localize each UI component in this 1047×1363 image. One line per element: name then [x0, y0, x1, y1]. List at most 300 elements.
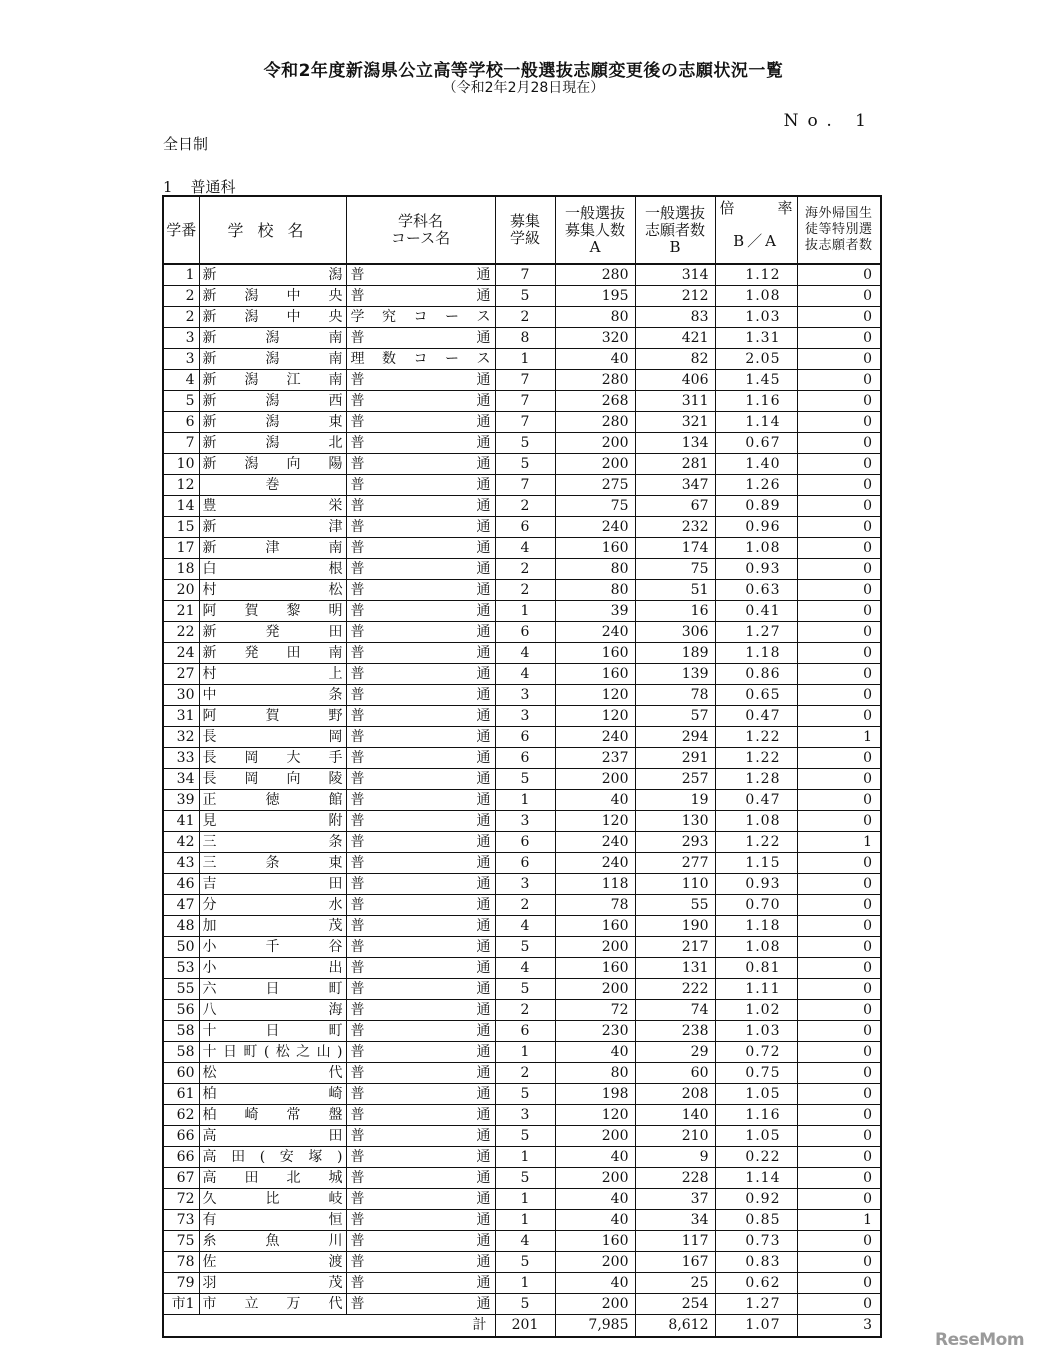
application-status-table	[162, 195, 882, 1338]
school-name-char: 潟	[244, 308, 259, 325]
cell-course-name	[346, 622, 495, 643]
cell-ratio: 1.27	[715, 1294, 797, 1315]
cell-school-name	[199, 748, 346, 769]
school-name-char: 賀	[244, 602, 259, 619]
cell-applicants: 232	[635, 517, 715, 538]
table-row	[163, 496, 881, 517]
table-row	[163, 1273, 881, 1294]
course-name-char: 普	[350, 266, 365, 283]
course-name-char: 普	[350, 791, 365, 808]
cell-course-name	[346, 979, 495, 1000]
course-name-char: 普	[350, 476, 365, 493]
cell-classes: 2	[495, 1000, 555, 1021]
cell-applicants: 134	[635, 433, 715, 454]
course-name-char: 通	[476, 644, 491, 661]
cell-school-name	[199, 769, 346, 790]
course-name-char: 普	[350, 413, 365, 430]
cell-course-name	[346, 307, 495, 328]
school-name-char: 新	[202, 350, 217, 367]
cell-applicants: 29	[635, 1042, 715, 1063]
cell-applicants: 16	[635, 601, 715, 622]
cell-school-number: 39	[163, 790, 199, 811]
cell-school-number: 46	[163, 874, 199, 895]
cell-school-name	[199, 1252, 346, 1273]
cell-applicants: 74	[635, 1000, 715, 1021]
course-name-char: 普	[350, 518, 365, 535]
school-name-char: 田	[231, 1148, 246, 1165]
cell-school-number: 15	[163, 517, 199, 538]
cell-school-number: 66	[163, 1147, 199, 1168]
cell-school-number: 55	[163, 979, 199, 1000]
cell-applicants: 238	[635, 1021, 715, 1042]
cell-classes: 5	[495, 979, 555, 1000]
course-name-char: 通	[476, 1232, 491, 1249]
cell-capacity: 230	[555, 1021, 635, 1042]
cell-classes: 7	[495, 370, 555, 391]
cell-school-name	[199, 622, 346, 643]
course-name-char: 通	[476, 938, 491, 955]
school-name-char: 新	[202, 455, 217, 472]
cell-school-number: 58	[163, 1042, 199, 1063]
school-name-char: 代	[328, 1295, 343, 1312]
school-name-char: 栄	[328, 497, 343, 514]
cell-ratio: 1.08	[715, 286, 797, 307]
document-date: （令和2年2月28日現在）	[442, 80, 605, 96]
cell-applicants: 277	[635, 853, 715, 874]
cell-school-number: 24	[163, 643, 199, 664]
cell-ratio: 1.16	[715, 1105, 797, 1126]
cell-ratio: 0.75	[715, 1063, 797, 1084]
school-name-char: 岡	[244, 770, 259, 787]
cell-special-applicants: 0	[797, 538, 881, 559]
cell-ratio: 0.86	[715, 664, 797, 685]
school-name-char: 発	[265, 623, 280, 640]
cell-course-name	[346, 895, 495, 916]
table-row	[163, 1105, 881, 1126]
header-classes-line2: 学級	[509, 229, 540, 247]
header-course-line1: 学科名	[397, 212, 443, 230]
cell-school-name	[199, 643, 346, 664]
cell-classes: 4	[495, 916, 555, 937]
cell-school-number: 62	[163, 1105, 199, 1126]
cell-school-number: 50	[163, 937, 199, 958]
cell-classes: 3	[495, 811, 555, 832]
table-row	[163, 391, 881, 412]
table-row	[163, 1021, 881, 1042]
cell-classes: 3	[495, 874, 555, 895]
cell-classes: 6	[495, 622, 555, 643]
course-name-char: 通	[476, 959, 491, 976]
course-name-char: ス	[476, 308, 491, 325]
cell-ratio: 0.93	[715, 559, 797, 580]
section-name: 普通科	[190, 178, 236, 196]
school-name-char: 南	[328, 329, 343, 346]
cell-school-number: 34	[163, 769, 199, 790]
table-row	[163, 307, 881, 328]
course-name-char: 普	[350, 707, 365, 724]
cell-school-number: 47	[163, 895, 199, 916]
cell-capacity: 75	[555, 496, 635, 517]
school-name-char: 田	[286, 644, 301, 661]
cell-ratio: 1.05	[715, 1084, 797, 1105]
table-row	[163, 643, 881, 664]
cell-school-number: 31	[163, 706, 199, 727]
school-name-char: 南	[328, 539, 343, 556]
cell-classes: 5	[495, 937, 555, 958]
school-name-char: 新	[202, 308, 217, 325]
cell-special-applicants: 0	[797, 1147, 881, 1168]
cell-ratio: 2.05	[715, 349, 797, 370]
school-name-char: 岡	[328, 728, 343, 745]
course-name-char: 普	[350, 833, 365, 850]
table-row	[163, 286, 881, 307]
cell-special-applicants: 0	[797, 853, 881, 874]
school-name-char: 田	[328, 1127, 343, 1144]
school-name-char: 中	[286, 308, 301, 325]
cell-school-name	[199, 1294, 346, 1315]
course-name-char: 普	[350, 917, 365, 934]
cell-capacity: 160	[555, 916, 635, 937]
table-row	[163, 769, 881, 790]
course-name-char: 通	[476, 1274, 491, 1291]
course-name-char: 通	[476, 1043, 491, 1060]
school-name-char: 小	[202, 959, 217, 976]
course-name-char: ー	[445, 350, 459, 367]
cell-course-name	[346, 454, 495, 475]
cell-school-name	[199, 349, 346, 370]
cell-course-name	[346, 916, 495, 937]
cell-school-name	[199, 979, 346, 1000]
cell-capacity: 120	[555, 811, 635, 832]
school-name-char: 八	[202, 1001, 217, 1018]
table-row	[163, 832, 881, 853]
school-name-char: 正	[202, 791, 217, 808]
cell-school-name	[199, 895, 346, 916]
cell-capacity: 160	[555, 958, 635, 979]
cell-classes: 5	[495, 1294, 555, 1315]
table-row	[163, 664, 881, 685]
cell-school-name	[199, 811, 346, 832]
cell-capacity: 80	[555, 1063, 635, 1084]
cell-school-name	[199, 916, 346, 937]
cell-applicants: 281	[635, 454, 715, 475]
school-name-char: 北	[286, 1169, 301, 1186]
cell-course-name	[346, 1000, 495, 1021]
school-name-char: 条	[265, 854, 280, 871]
cell-course-name	[346, 727, 495, 748]
school-name-char: 城	[328, 1169, 343, 1186]
cell-applicants: 9	[635, 1147, 715, 1168]
cell-special-applicants: 0	[797, 1126, 881, 1147]
cell-ratio: 0.70	[715, 895, 797, 916]
cell-applicants: 75	[635, 559, 715, 580]
cell-school-number: 60	[163, 1063, 199, 1084]
course-name-char: 通	[476, 329, 491, 346]
cell-course-name	[346, 264, 495, 286]
cell-school-name	[199, 664, 346, 685]
cell-course-name	[346, 769, 495, 790]
cell-school-number: 市1	[163, 1294, 199, 1315]
school-name-char: 明	[328, 602, 343, 619]
cell-school-number: 42	[163, 832, 199, 853]
table-row	[163, 874, 881, 895]
course-name-char: 普	[350, 1022, 365, 1039]
school-name-char: 陽	[328, 455, 343, 472]
school-name-char: 西	[328, 392, 343, 409]
course-name-char: 通	[476, 665, 491, 682]
cell-capacity: 80	[555, 580, 635, 601]
course-name-char: 通	[476, 1064, 491, 1081]
course-name-char: 通	[476, 791, 491, 808]
school-name-char: 根	[328, 560, 343, 577]
school-name-char: 白	[202, 560, 217, 577]
cell-school-number: 12	[163, 475, 199, 496]
course-name-char: 普	[350, 854, 365, 871]
total-special: 3	[797, 1315, 881, 1338]
header-school-number: 学番	[163, 196, 199, 264]
table-row	[163, 979, 881, 1000]
header-ratio-right: 率	[777, 199, 793, 217]
cell-special-applicants: 0	[797, 475, 881, 496]
cell-applicants: 293	[635, 832, 715, 853]
table-row	[163, 916, 881, 937]
school-name-char: 十	[202, 1043, 217, 1060]
cell-special-applicants: 0	[797, 790, 881, 811]
school-name-char: 十	[202, 1022, 217, 1039]
cell-applicants: 139	[635, 664, 715, 685]
cell-school-number: 33	[163, 748, 199, 769]
cell-special-applicants: 0	[797, 517, 881, 538]
cell-school-name	[199, 286, 346, 307]
resemom-watermark-logo: ReseMom	[935, 1330, 1025, 1350]
course-name-char: 通	[476, 707, 491, 724]
header-capacity-line3: A	[589, 237, 601, 256]
school-name-char: 水	[328, 896, 343, 913]
school-name-char: 東	[328, 413, 343, 430]
total-applicants: 8,612	[635, 1315, 715, 1338]
course-name-char: 通	[476, 875, 491, 892]
cell-classes: 7	[495, 475, 555, 496]
cell-classes: 4	[495, 538, 555, 559]
course-name-char: 通	[476, 581, 491, 598]
school-name-char: 長	[202, 770, 217, 787]
cell-course-name	[346, 328, 495, 349]
table-row	[163, 264, 881, 286]
cell-special-applicants: 0	[797, 916, 881, 937]
cell-school-name	[199, 937, 346, 958]
cell-course-name	[346, 433, 495, 454]
header-course-line2: コース名	[390, 229, 451, 247]
cell-applicants: 51	[635, 580, 715, 601]
cell-ratio: 1.45	[715, 370, 797, 391]
cell-school-number: 7	[163, 433, 199, 454]
cell-school-name	[199, 264, 346, 286]
header-applicants-b	[635, 196, 715, 264]
cell-capacity: 120	[555, 706, 635, 727]
school-name-char: 山	[316, 1043, 331, 1060]
cell-school-name	[199, 391, 346, 412]
cell-capacity: 80	[555, 307, 635, 328]
cell-applicants: 228	[635, 1168, 715, 1189]
course-name-char: 普	[350, 686, 365, 703]
cell-school-number: 79	[163, 1273, 199, 1294]
cell-classes: 2	[495, 580, 555, 601]
cell-course-name	[346, 1168, 495, 1189]
cell-course-name	[346, 412, 495, 433]
school-name-char: 松	[202, 1064, 217, 1081]
cell-capacity: 40	[555, 1210, 635, 1231]
course-name-char: 通	[476, 497, 491, 514]
cell-classes: 5	[495, 433, 555, 454]
school-name-char: 阿	[202, 707, 217, 724]
course-name-char: 普	[350, 539, 365, 556]
cell-classes: 1	[495, 790, 555, 811]
cell-school-name	[199, 1189, 346, 1210]
cell-capacity: 200	[555, 1126, 635, 1147]
cell-applicants: 254	[635, 1294, 715, 1315]
cell-applicants: 131	[635, 958, 715, 979]
course-name-char: 通	[476, 392, 491, 409]
cell-school-name	[199, 832, 346, 853]
cell-course-name	[346, 685, 495, 706]
course-name-char: 普	[350, 581, 365, 598]
cell-applicants: 306	[635, 622, 715, 643]
header-capacity-a	[555, 196, 635, 264]
cell-special-applicants: 0	[797, 1273, 881, 1294]
table-row	[163, 370, 881, 391]
school-name-char: 村	[202, 581, 217, 598]
school-name-char: 潟	[265, 434, 280, 451]
course-name-char: 通	[476, 434, 491, 451]
school-name-char: 高	[202, 1127, 217, 1144]
cell-applicants: 167	[635, 1252, 715, 1273]
school-name-char: 潟	[265, 392, 280, 409]
table-row	[163, 1231, 881, 1252]
cell-ratio: 0.92	[715, 1189, 797, 1210]
cell-applicants: 37	[635, 1189, 715, 1210]
course-name-char: 通	[476, 455, 491, 472]
school-name-char: 中	[202, 686, 217, 703]
cell-course-name	[346, 475, 495, 496]
cell-classes: 7	[495, 264, 555, 286]
school-name-char: 新	[202, 392, 217, 409]
cell-ratio: 1.22	[715, 727, 797, 748]
cell-course-name	[346, 580, 495, 601]
cell-ratio: 1.08	[715, 811, 797, 832]
school-name-char: 恒	[328, 1211, 343, 1228]
course-name-char: 普	[350, 980, 365, 997]
school-name-char: 上	[328, 665, 343, 682]
cell-ratio: 0.96	[715, 517, 797, 538]
cell-school-number: 73	[163, 1210, 199, 1231]
table-header-row	[163, 196, 881, 264]
page-number: No. 1	[783, 111, 875, 131]
course-name-char: 普	[350, 1148, 365, 1165]
cell-ratio: 1.18	[715, 916, 797, 937]
cell-capacity: 240	[555, 853, 635, 874]
cell-school-number: 61	[163, 1084, 199, 1105]
table-row	[163, 1000, 881, 1021]
school-name-char: )	[337, 1148, 343, 1165]
school-name-char: 新	[202, 623, 217, 640]
cell-special-applicants: 0	[797, 979, 881, 1000]
school-name-char: 賀	[265, 707, 280, 724]
cell-ratio: 0.47	[715, 706, 797, 727]
cell-school-number: 56	[163, 1000, 199, 1021]
cell-special-applicants: 0	[797, 748, 881, 769]
school-name-char: 潟	[265, 413, 280, 430]
course-name-char: 通	[476, 1106, 491, 1123]
school-name-char: 潟	[244, 455, 259, 472]
cell-special-applicants: 0	[797, 1084, 881, 1105]
course-name-char: 通	[476, 560, 491, 577]
cell-special-applicants: 0	[797, 937, 881, 958]
course-name-char: 通	[476, 1190, 491, 1207]
cell-school-name	[199, 1105, 346, 1126]
school-name-char: 茂	[328, 917, 343, 934]
school-name-char: (	[263, 1043, 270, 1060]
cell-capacity: 160	[555, 538, 635, 559]
cell-course-name	[346, 538, 495, 559]
cell-school-number: 58	[163, 1021, 199, 1042]
school-name-char: 新	[202, 266, 217, 283]
cell-school-name	[199, 496, 346, 517]
cell-course-name	[346, 1210, 495, 1231]
cell-course-name	[346, 370, 495, 391]
school-name-char: 佐	[202, 1253, 217, 1270]
course-name-char: 通	[476, 1148, 491, 1165]
table-row	[163, 601, 881, 622]
table-row	[163, 454, 881, 475]
cell-school-number: 6	[163, 412, 199, 433]
cell-classes: 5	[495, 769, 555, 790]
school-name-char: 比	[265, 1190, 280, 1207]
cell-classes: 1	[495, 1273, 555, 1294]
school-name-char: 渡	[328, 1253, 343, 1270]
cell-special-applicants: 0	[797, 1189, 881, 1210]
cell-classes: 1	[495, 1210, 555, 1231]
school-name-char: 糸	[202, 1232, 217, 1249]
cell-course-name	[346, 1294, 495, 1315]
course-name-char: 普	[350, 1232, 365, 1249]
course-name-char: 通	[476, 1022, 491, 1039]
header-capacity-line2: 募集人数	[564, 220, 625, 239]
header-special-line3: 抜志願者数	[804, 238, 873, 253]
course-name-char: 通	[476, 266, 491, 283]
cell-school-number: 5	[163, 391, 199, 412]
cell-applicants: 294	[635, 727, 715, 748]
school-name-char: 市	[202, 1295, 217, 1312]
cell-course-name	[346, 832, 495, 853]
cell-special-applicants: 0	[797, 307, 881, 328]
course-name-char: 通	[476, 980, 491, 997]
cell-classes: 7	[495, 391, 555, 412]
school-name-char: 豊	[202, 497, 217, 514]
cell-school-number: 66	[163, 1126, 199, 1147]
cell-course-name	[346, 1231, 495, 1252]
course-name-char: 普	[350, 1106, 365, 1123]
cell-capacity: 275	[555, 475, 635, 496]
school-name-char: 分	[202, 896, 217, 913]
cell-school-name	[199, 475, 346, 496]
cell-school-number: 22	[163, 622, 199, 643]
school-name-char: 久	[202, 1190, 217, 1207]
course-name-char: 学	[350, 308, 365, 325]
cell-school-name	[199, 1042, 346, 1063]
cell-course-name	[346, 958, 495, 979]
cell-course-name	[346, 706, 495, 727]
cell-applicants: 57	[635, 706, 715, 727]
